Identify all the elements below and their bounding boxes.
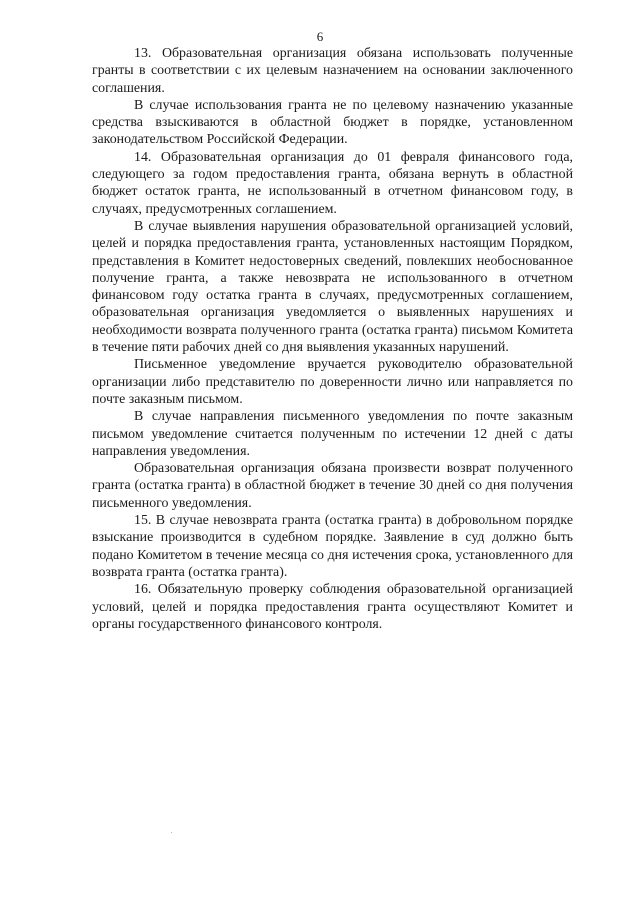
paragraph-misuse-recovery: В случае использования гранта не по целевому назначению указанные средства взыскиваются в областной бюджет в порядке, установленном законодательством Российской Федерации.: [92, 97, 573, 148]
paragraph-notice-received: В случае направления письменного уведомления по почте заказным письмом уведомление считается полученным по истечении 12 дней с даты направления уведомления.: [92, 409, 573, 459]
paragraph-16: 16. Обязательную проверку соблюдения образовательной организацией условий, целей и порядка предоставления гранта осуществляют Комитет и органы государственного финансового контроля.: [92, 582, 573, 632]
paragraph-violation-notice: В случае выявления нарушения образовательной организацией условий, целей и порядка предоставления гранта, установленных настоящим Порядком, представления в Комитет недостоверных сведений, повлекших необоснованное получение гранта, а также невозврата не использованного в отчетном финансовом году остатка гранта в случаях, предусмотренных соглашением, образовательная организация уведомляется о выявленных нарушениях и необходимости возврата полученного гранта (остатка гранта) письмом Комитета в течение пяти рабочих дней со дня выявления указанных нарушений.: [92, 218, 573, 356]
paragraph-return-deadline: Образовательная организация обязана произвести возврат полученного гранта (остатка гранта) в областной бюджет в течение 30 дней со дня получения письменного уведомления.: [92, 461, 573, 511]
paragraph-13: 13. Образовательная организация обязана использовать полученные гранты в соответствии с их целевым назначением на основании заключенного соглашения.: [92, 46, 573, 96]
page-number: 6: [316, 29, 324, 44]
document-body: [92, 45, 573, 633]
paragraph-14: 14. Образовательная организация до 01 февраля финансового года, следующего за годом предоставления гранта, обязана вернуть в областной бюджет остаток гранта, не использованный в отчетном финансовом году, в случаях, предусмотренных соглашением.: [92, 149, 573, 217]
paragraph-notice-delivery: Письменное уведомление вручается руководителю образовательной организации либо представителю по доверенности лично или направляется по почте заказным письмом.: [92, 357, 573, 407]
scan-speck: [171, 832, 172, 833]
paragraph-15: 15. В случае невозврата гранта (остатка гранта) в добровольном порядке взыскание производится в судебном порядке. Заявление в суд должно быть подано Комитетом в течение месяца со дня истечения срока, установленного для возврата гранта (остатка гранта).: [92, 513, 573, 580]
